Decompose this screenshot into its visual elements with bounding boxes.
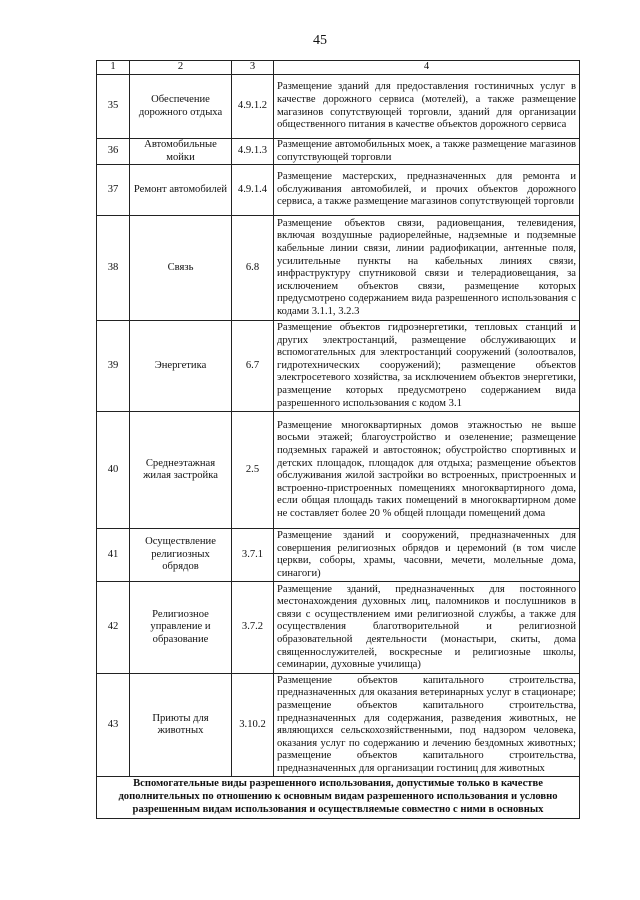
use-type-description: Размещение многоквартирных домов этажностью не выше восьми этажей; благоустройство и озеленение; размещение подземных гаражей и автостоянок; обустройство спортивных и детских площадок, площадок для отдыха; размещение объектов обслуживания жилой застройки во встроенных, пристроенных и встроенно-пристроенных помещениях многоквартирного дома, если общая площадь таких помещений в многоквартирном доме не составляет более 20 % общей площади помещений дома — [274, 412, 580, 529]
table-row — [97, 165, 580, 216]
row-number: 36 — [97, 139, 130, 165]
row-number: 35 — [97, 75, 130, 139]
use-type-name: Автомобильные мойки — [130, 139, 232, 165]
use-type-description: Размещение автомобильных моек, а также размещение магазинов сопутствующей торговли — [274, 139, 580, 165]
use-type-description: Размещение зданий для предоставления гостиничных услуг в качестве дорожного сервиса (мотелей), а также размещение магазинов сопутствующей торговли, зданий для организации общественного питания в качестве объектов дорожного сервиса — [274, 75, 580, 139]
table-row — [97, 529, 580, 582]
column-header: 1 — [97, 61, 130, 75]
row-number: 41 — [97, 529, 130, 582]
use-type-name: Осуществление религиозных обрядов — [130, 529, 232, 582]
use-type-description: Размещение объектов гидроэнергетики, тепловых станций и других электростанций, размещение обслуживающих и вспомогательных для электростанций сооружений (золоотвалов, гидротехнических сооружений); размещение объектов электросетевого хозяйства, за исключением объектов энергетики, размещение которых предусмотрено содержанием вида разрешенного использования с кодом 3.1 — [274, 321, 580, 412]
table-row — [97, 674, 580, 777]
use-type-code: 4.9.1.3 — [232, 139, 274, 165]
use-type-description: Размещение мастерских, предназначенных для ремонта и обслуживания автомобилей, и прочих объектов дорожного сервиса, а также размещение магазинов сопутствующей торговли — [274, 165, 580, 216]
page-number: 45 — [313, 33, 327, 48]
table-row — [97, 216, 580, 321]
use-type-code: 3.7.1 — [232, 529, 274, 582]
row-number: 37 — [97, 165, 130, 216]
use-type-name: Обеспечение дорожного отдыха — [130, 75, 232, 139]
use-type-description: Размещение объектов капитального строительства, предназначенных для оказания ветеринарных услуг в стационаре; размещение объектов капитального строительства, предназначенных для содержания, разведения животных, не являющихся сельскохозяйственными, под надзором человека, оказания услуг по содержанию и лечению бездомных животных; размещение объектов капитального строительства, предназначенных для организации гостиниц для животных — [274, 674, 580, 777]
use-type-name: Связь — [130, 216, 232, 321]
table-row — [97, 139, 580, 165]
use-type-name: Ремонт автомобилей — [130, 165, 232, 216]
table-row — [97, 582, 580, 674]
use-type-description: Размещение зданий и сооружений, предназначенных для совершения религиозных обрядов и церемоний (в том числе церкви, соборы, храмы, часовни, мечети, молельные дома, синагоги) — [274, 529, 580, 582]
use-type-code: 3.10.2 — [232, 674, 274, 777]
use-type-description: Размещение объектов связи, радиовещания, телевидения, включая воздушные радиорелейные, надземные и подземные кабельные линии связи, линии радиофикации, антенные поля, усилительные пункты на кабельных линиях связи, инфраструктуру спутниковой связи и телерадиовещания, за исключением объектов связи, размещение которых предусмотрено содержанием вида разрешенного использования с кодами 3.1.1, 3.2.3 — [274, 216, 580, 321]
use-type-name: Среднеэтажная жилая застройка — [130, 412, 232, 529]
use-type-code: 6.8 — [232, 216, 274, 321]
column-header: 3 — [232, 61, 274, 75]
use-type-name: Религиозное управление и образование — [130, 582, 232, 674]
use-type-name: Энергетика — [130, 321, 232, 412]
table-row — [97, 321, 580, 412]
use-type-code: 2.5 — [232, 412, 274, 529]
use-type-code: 4.9.1.4 — [232, 165, 274, 216]
use-type-name: Приюты для животных — [130, 674, 232, 777]
use-type-code: 6.7 — [232, 321, 274, 412]
use-type-code: 4.9.1.2 — [232, 75, 274, 139]
section-heading: Вспомогательные виды разрешенного использования, допустимые только в качестве дополнительных по отношению к основным видам разрешенного использования и условно разрешенным видам использования и осуществляемые совместно с ними в основных — [97, 777, 580, 818]
table-row — [97, 75, 580, 139]
section-heading-row — [97, 777, 580, 818]
column-header: 4 — [274, 61, 580, 75]
use-type-code: 3.7.2 — [232, 582, 274, 674]
use-type-description: Размещение зданий, предназначенных для постоянного местонахождения духовных лиц, паломников и послушников в связи с осуществлением ими религиозной службы, а также для осуществления благотворительной и религиозной образовательной деятельности (монастыри, скиты, дома священнослужителей, воскресные и религиозные школы, семинарии, духовные училища) — [274, 582, 580, 674]
land-use-table — [96, 60, 580, 819]
table-header-row — [97, 61, 580, 75]
row-number: 39 — [97, 321, 130, 412]
row-number: 42 — [97, 582, 130, 674]
table-row — [97, 412, 580, 529]
row-number: 38 — [97, 216, 130, 321]
row-number: 43 — [97, 674, 130, 777]
column-header: 2 — [130, 61, 232, 75]
row-number: 40 — [97, 412, 130, 529]
